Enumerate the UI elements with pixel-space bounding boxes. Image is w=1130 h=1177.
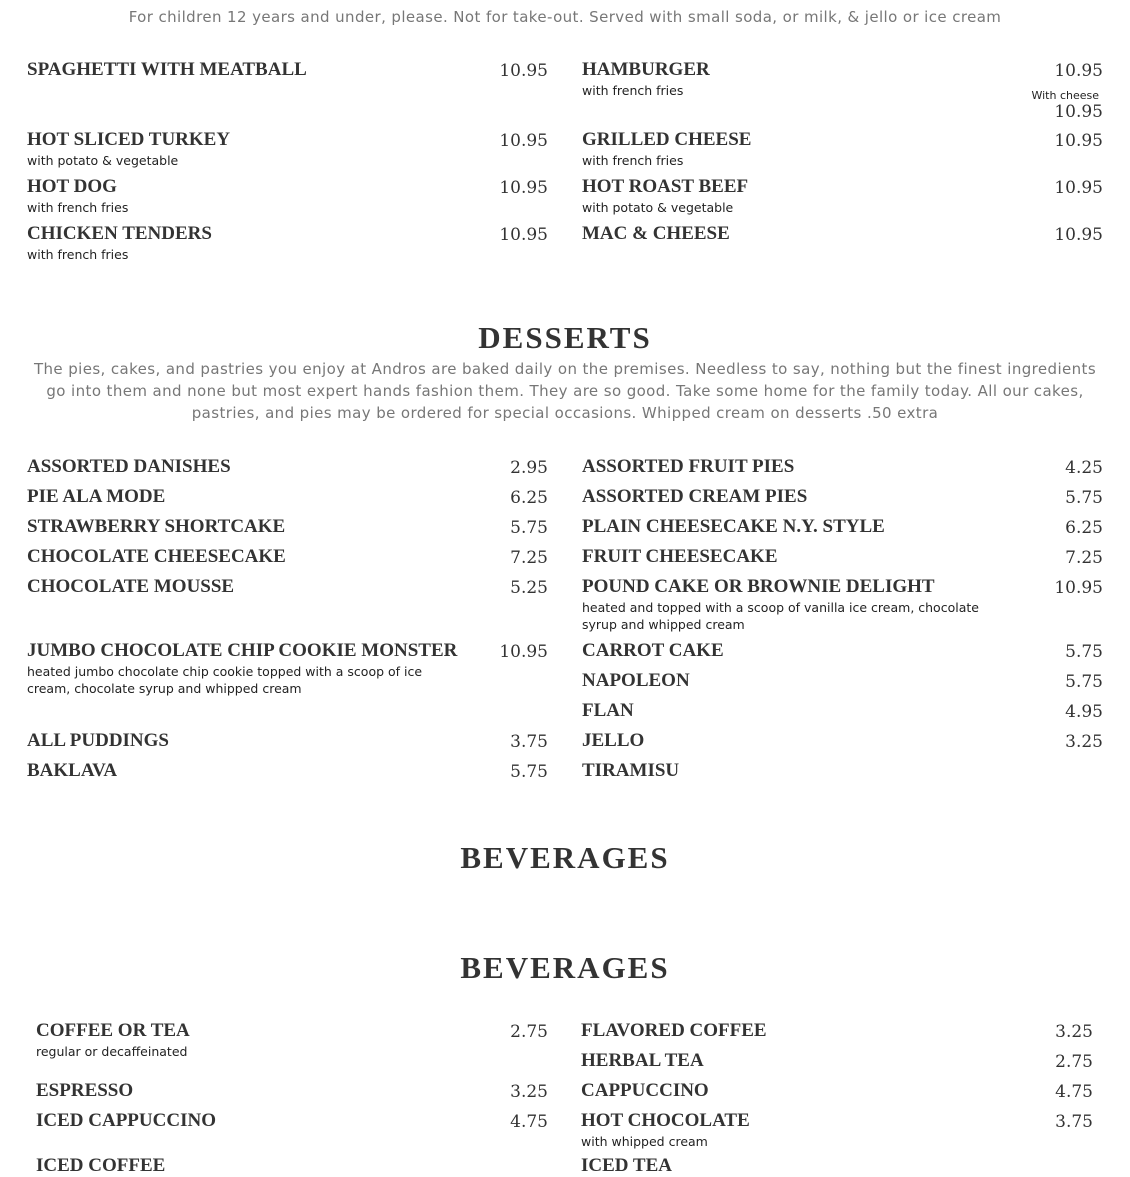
- item-name: HOT DOG: [27, 176, 117, 197]
- menu-item: [27, 546, 548, 568]
- item-name: HOT ROAST BEEF: [582, 176, 749, 197]
- item-price: 2.75: [510, 1022, 548, 1042]
- item-desc: with french fries: [27, 200, 129, 215]
- item-desc: regular or decaffeinated: [36, 1044, 188, 1059]
- menu-item: [582, 516, 1103, 538]
- item-name: MAC & CHEESE: [582, 223, 730, 244]
- item-price: 5.75: [510, 762, 548, 782]
- menu-item: [581, 1080, 1093, 1102]
- menu-item: [582, 176, 1103, 216]
- menu-item: [582, 730, 1103, 752]
- menu-item: [582, 700, 1103, 722]
- item-name: POUND CAKE OR BROWNIE DELIGHT: [582, 576, 935, 597]
- item-price: 5.75: [1065, 672, 1103, 692]
- item-name: PIE ALA MODE: [27, 486, 166, 507]
- item-desc: with potato & vegetable: [27, 153, 179, 168]
- item-name: JUMBO CHOCOLATE CHIP COOKIE MONSTER: [27, 640, 458, 661]
- item-price: 10.95: [499, 61, 548, 81]
- item-price: 4.75: [510, 1112, 548, 1132]
- desserts-title: DESSERTS: [478, 320, 652, 355]
- menu-item: [582, 59, 1103, 122]
- item-desc: with french fries: [27, 247, 129, 262]
- item-name: HERBAL TEA: [581, 1050, 704, 1071]
- menu-item: [36, 1110, 548, 1132]
- item-name: FLAVORED COFFEE: [581, 1020, 767, 1041]
- item-price: 10.95: [499, 642, 548, 662]
- item-price: 3.75: [1055, 1112, 1093, 1132]
- menu-item: [27, 486, 548, 508]
- item-name: ICED COFFEE: [36, 1155, 166, 1176]
- item-price: 10.95: [1054, 178, 1103, 198]
- item-name: ESPRESSO: [36, 1080, 134, 1101]
- item-name: COFFEE OR TEA: [36, 1020, 190, 1041]
- menu-item: [27, 516, 548, 538]
- menu-item: [36, 1155, 548, 1177]
- item-name: BAKLAVA: [27, 760, 118, 781]
- item-name: GRILLED CHEESE: [582, 129, 752, 150]
- menu-item: [27, 176, 548, 216]
- item-price: 3.75: [510, 732, 548, 752]
- item-price: 5.25: [510, 578, 548, 598]
- item-price: 3.25: [510, 1082, 548, 1102]
- item-name: ASSORTED DANISHES: [27, 456, 231, 477]
- item-name: ASSORTED FRUIT PIES: [582, 456, 795, 477]
- menu-item: [27, 640, 548, 697]
- item-price: 6.25: [1065, 518, 1103, 538]
- menu-item: [36, 1080, 548, 1102]
- item-price: 3.25: [1055, 1022, 1093, 1042]
- beverages-title: BEVERAGES: [460, 950, 670, 985]
- item-name: ASSORTED CREAM PIES: [582, 486, 808, 507]
- item-name: TIRAMISU: [582, 760, 680, 781]
- item-name: HAMBURGER: [582, 59, 710, 80]
- item-name: FLAN: [582, 700, 634, 721]
- item-name: CARROT CAKE: [582, 640, 724, 661]
- menu-item: [36, 1020, 548, 1060]
- menu-item: [27, 223, 548, 263]
- menu-item: [582, 129, 1103, 169]
- menu-item: [581, 1110, 1093, 1150]
- item-price: 6.25: [510, 488, 548, 508]
- item-price: 10.95: [1054, 225, 1103, 245]
- item-name: ALL PUDDINGS: [27, 730, 169, 751]
- menu-item: [582, 640, 1103, 662]
- item-desc: with french fries: [582, 83, 684, 98]
- item-price: 5.75: [510, 518, 548, 538]
- item-desc: heated jumbo chocolate chip cookie topped with a scoop of ice cream, chocolate syrup and whipped cream: [27, 664, 423, 696]
- menu-item: [27, 456, 548, 478]
- item-name: NAPOLEON: [582, 670, 690, 691]
- item-desc: with whipped cream: [581, 1134, 708, 1149]
- menu-item: [27, 59, 548, 81]
- item-option-note: With cheese: [1031, 89, 1099, 102]
- item-price: 10.95: [499, 131, 548, 151]
- menu-item: [581, 1155, 1093, 1177]
- menu-item: [582, 223, 1103, 245]
- item-name: ICED TEA: [581, 1155, 672, 1176]
- menu-item: [582, 486, 1103, 508]
- item-price: 10.95: [1054, 578, 1103, 598]
- item-desc: with french fries: [582, 153, 684, 168]
- menu-item: [27, 730, 548, 752]
- item-name: JELLO: [582, 730, 645, 751]
- menu-item: [581, 1020, 1093, 1042]
- item-price: 2.95: [510, 458, 548, 478]
- menu-item: [27, 760, 548, 782]
- item-price: 4.95: [1065, 702, 1103, 722]
- item-desc: heated and topped with a scoop of vanilla ice cream, chocolate syrup and whipped cream: [582, 600, 979, 632]
- item-name: HOT SLICED TURKEY: [27, 129, 231, 150]
- item-name: CHOCOLATE MOUSSE: [27, 576, 235, 597]
- item-name: ICED CAPPUCCINO: [36, 1110, 216, 1131]
- item-price: 5.75: [1065, 642, 1103, 662]
- item-price: 10.95: [499, 178, 548, 198]
- item-name: CHICKEN TENDERS: [27, 223, 212, 244]
- kids-intro: For children 12 years and under, please. Not for take-out. Served with small soda, or milk, & jello or ice cream: [128, 8, 1002, 26]
- beverages-heading: BEVERAGES: [460, 840, 670, 875]
- menu-item: [27, 576, 548, 598]
- item-name: HOT CHOCOLATE: [581, 1110, 750, 1131]
- menu-item: [582, 760, 1103, 782]
- item-price: 10.95: [1054, 61, 1103, 81]
- menu-item: [582, 546, 1103, 568]
- menu-item: [581, 1050, 1093, 1072]
- item-price: 7.25: [1065, 548, 1103, 568]
- menu-item: [27, 129, 548, 169]
- item-name: PLAIN CHEESECAKE N.Y. STYLE: [582, 516, 885, 537]
- item-price: 5.75: [1065, 488, 1103, 508]
- item-name: SPAGHETTI WITH MEATBALL: [27, 59, 307, 80]
- item-price: 3.25: [1065, 732, 1103, 752]
- item-desc: with potato & vegetable: [582, 200, 734, 215]
- item-name: FRUIT CHEESECAKE: [582, 546, 778, 567]
- item-price: 10.95: [499, 225, 548, 245]
- menu-item: [582, 456, 1103, 478]
- desserts-intro: The pies, cakes, and pastries you enjoy at Andros are baked daily on the premises. Needless to say, nothing but the finest ingredients go into them and none but most expert hands fashion them. They are so good. Take some home for the family today. All our cakes, pastries, and pies may be ordered for special occasions. Whipped cream on desserts .50 extra: [33, 360, 1097, 422]
- item-price: 4.75: [1055, 1082, 1093, 1102]
- item-name: CAPPUCCINO: [581, 1080, 709, 1101]
- item-price: 4.25: [1065, 458, 1103, 478]
- item-price: 7.25: [510, 548, 548, 568]
- item-option-price: 10.95: [1054, 102, 1103, 122]
- menu-item: [582, 576, 1103, 633]
- item-name: STRAWBERRY SHORTCAKE: [27, 516, 286, 537]
- item-price: 10.95: [1054, 131, 1103, 151]
- item-name: CHOCOLATE CHEESECAKE: [27, 546, 286, 567]
- item-price: 2.75: [1055, 1052, 1093, 1072]
- menu-item: [582, 670, 1103, 692]
